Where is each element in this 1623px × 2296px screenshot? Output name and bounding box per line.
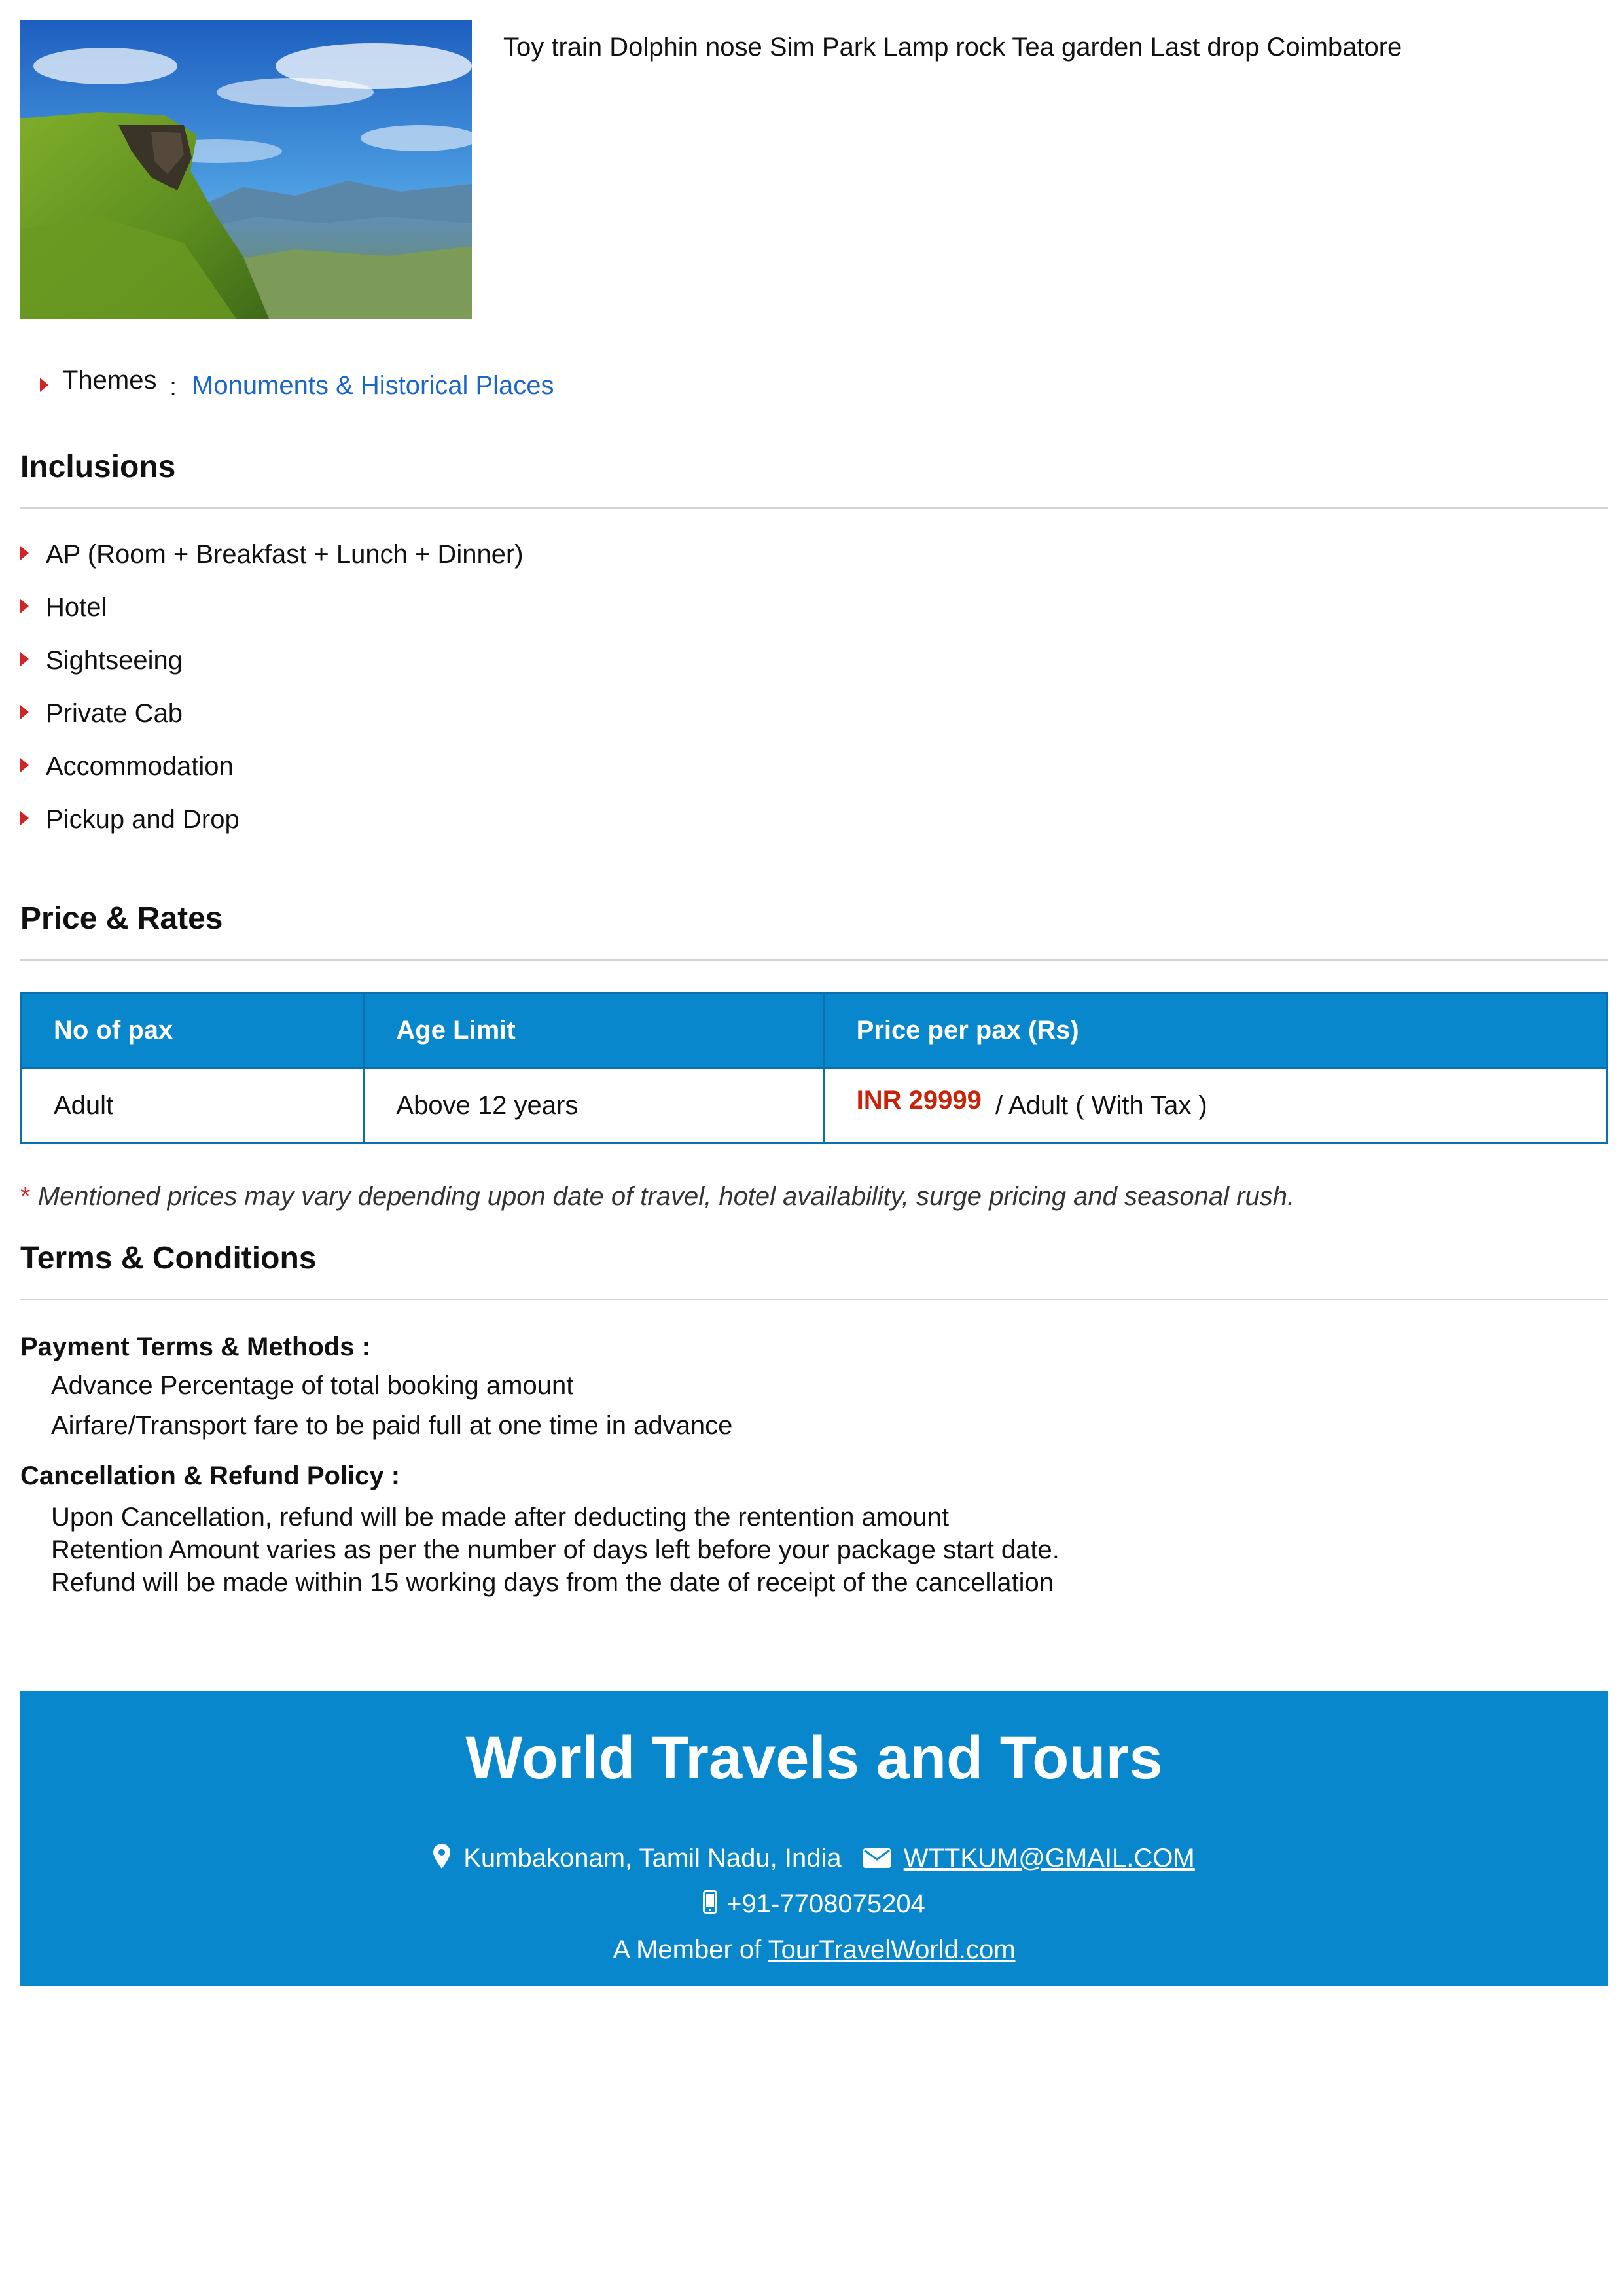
inclusion-item: [20, 805, 240, 834]
inclusion-label: Pickup and Drop: [46, 805, 240, 834]
table-row: [22, 1068, 1607, 1143]
cancellation-line: Refund will be made within 15 working days from the date of receipt of the cancellation: [51, 1568, 1054, 1597]
asterisk: *: [20, 1182, 31, 1211]
bullet-arrow-icon: [20, 599, 29, 613]
bullet-arrow-icon: [20, 546, 29, 560]
price-suffix: / Adult ( With Tax ): [995, 1090, 1207, 1120]
package-header: [20, 20, 1608, 321]
member-site-link[interactable]: TourTravelWorld.com: [768, 1935, 1016, 1964]
payment-terms-title: Payment Terms & Methods :: [20, 1333, 370, 1361]
package-summary: Toy train Dolphin nose Sim Park Lamp rock Tea garden Last drop Coimbatore: [503, 33, 1402, 62]
contact-line: [20, 1844, 1608, 1875]
cancellation-line: Retention Amount varies as per the number of days left before your package start date.: [51, 1535, 1060, 1564]
inclusion-item: [20, 593, 107, 622]
envelope-icon: [863, 1845, 891, 1874]
member-line: [20, 1935, 1608, 1965]
inclusion-label: AP (Room + Breakfast + Lunch + Dinner): [46, 540, 524, 569]
themes-separator: :: [169, 372, 177, 401]
inclusion-label: Accommodation: [46, 752, 234, 781]
column-header: No of pax: [22, 993, 364, 1068]
rates-table: [20, 992, 1608, 1144]
company-phone: +91-7708075204: [726, 1890, 925, 1918]
divider: [20, 507, 1608, 509]
company-location: Kumbakonam, Tamil Nadu, India: [463, 1844, 842, 1873]
inclusion-item: [20, 540, 524, 569]
cancellation-line: Upon Cancellation, refund will be made after deducting the rentention amount: [51, 1503, 949, 1532]
cancellation-policy-title: Cancellation & Refund Policy :: [20, 1462, 401, 1490]
bullet-arrow-icon: [20, 652, 29, 666]
terms-title: Terms & Conditions: [20, 1241, 317, 1276]
inclusion-item: [20, 646, 183, 675]
mobile-phone-icon: [703, 1890, 717, 1920]
column-header: Age Limit: [364, 993, 824, 1068]
payment-line: Advance Percentage of total booking amount: [51, 1371, 574, 1400]
company-name: World Travels and Tours: [465, 1725, 1163, 1791]
page: [20, 20, 1608, 1964]
themes-label: Themes: [62, 366, 157, 395]
bullet-arrow-icon: [20, 758, 29, 772]
pax-cell: Adult: [22, 1068, 364, 1143]
table-header-row: [22, 993, 1607, 1068]
rates-title: Price & Rates: [20, 901, 223, 936]
bullet-arrow-icon: [40, 378, 48, 392]
price-cell: [824, 1068, 1607, 1143]
divider: [20, 959, 1608, 961]
inclusions-title: Inclusions: [20, 450, 176, 484]
inclusion-label: Sightseeing: [46, 646, 183, 675]
age-cell: Above 12 years: [364, 1068, 824, 1143]
bullet-arrow-icon: [20, 705, 29, 719]
company-email-link[interactable]: WTTKUM@GMAIL.COM: [903, 1844, 1195, 1873]
divider: [20, 1299, 1608, 1300]
column-header: Price per pax (Rs): [824, 993, 1607, 1068]
payment-line: Airfare/Transport fare to be paid full at one time in advance: [51, 1411, 733, 1440]
price-disclaimer-text: Mentioned prices may vary depending upon date of travel, hotel availability, surge pricing and seasonal rush.: [37, 1182, 1295, 1211]
bullet-arrow-icon: [20, 811, 29, 825]
inclusion-label: Hotel: [46, 593, 107, 622]
inclusion-item: [20, 699, 183, 728]
inclusion-item: [20, 752, 234, 781]
price-amount: INR 29999: [856, 1085, 982, 1115]
price-disclaimer: [20, 1182, 1294, 1211]
company-footer: [20, 1691, 1608, 1986]
package-photo: [20, 20, 472, 319]
phone-line: [20, 1890, 1608, 1920]
theme-link[interactable]: Monuments & Historical Places: [192, 371, 554, 400]
member-prefix: A Member of: [613, 1935, 762, 1964]
inclusion-label: Private Cab: [46, 699, 183, 728]
map-pin-icon: [433, 1844, 450, 1875]
